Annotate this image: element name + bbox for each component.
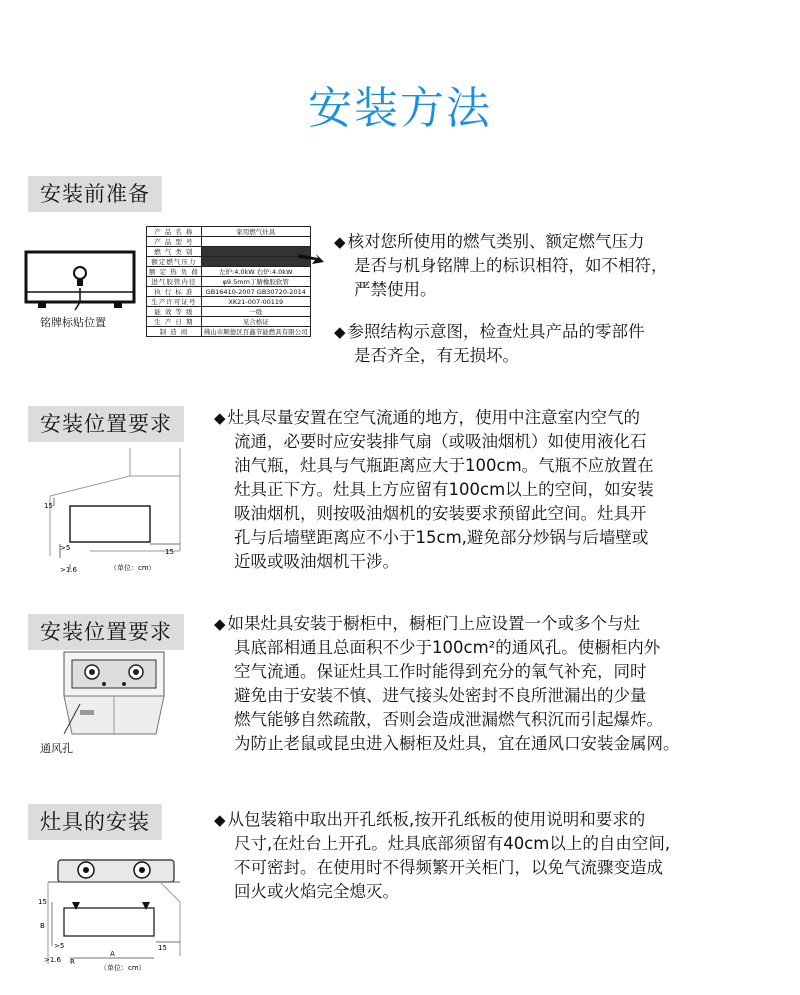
nameplate-row bbox=[147, 307, 311, 317]
dim-label: B bbox=[40, 922, 45, 930]
nameplate-row bbox=[147, 237, 311, 247]
bullet-icon: ◆ bbox=[214, 409, 226, 427]
vent-pointer bbox=[58, 700, 88, 740]
nameplate-key: 能 效 等 级 bbox=[147, 307, 202, 317]
nameplate-key: 燃 气 类 别 bbox=[147, 247, 202, 257]
dim-label: R bbox=[70, 958, 75, 966]
nameplate-key: 额定燃气压力 bbox=[147, 257, 202, 267]
nameplate-key: 额 定 热 负 荷 bbox=[147, 267, 202, 277]
nameplate-row bbox=[147, 267, 311, 277]
nameplate-key: 进气胶管内径 bbox=[147, 277, 202, 287]
location-text-1: ◆ 灶具尽量安置在空气流通的地方，使用中注意室内空气的 流通，必要时应安装排气扇（或吸油烟机）如使用液化石 油气瓶，灶具与气瓶距离应大于100cm。气瓶不应放置在 灶具正下方。灶具上方应留有100cm以上的空间，如安装 吸油烟机，则按吸油烟机的安装要求预留此空间。灶具开 孔与后墙壁距离应不小于15cm,避免部分炒锅与后墙壁或 近吸或吸油烟机干涉。 bbox=[214, 408, 654, 571]
clearance-diagram bbox=[30, 446, 200, 576]
unit-label: （单位：cm） bbox=[110, 564, 156, 572]
nameplate-value: 见合格证 bbox=[201, 317, 310, 327]
nameplate-value bbox=[201, 237, 310, 247]
section-label-location-2: 安装位置要求 bbox=[28, 614, 184, 650]
dim-label: >1.6 bbox=[60, 566, 77, 574]
section-label-preparation: 安装前准备 bbox=[28, 176, 162, 212]
nameplate-row bbox=[147, 297, 311, 307]
dim-label: 15 bbox=[38, 898, 47, 906]
nameplate-table bbox=[146, 226, 311, 337]
nameplate-value: 佛山市顺德区百鑫节能燃具有限公司 bbox=[201, 327, 310, 337]
nameplate-key: 生产许可证号 bbox=[147, 297, 202, 307]
nameplate-key: 产 品 型 号 bbox=[147, 237, 202, 247]
nameplate-row bbox=[147, 247, 311, 257]
nameplate-value: 左炉:4.0kW 右炉:4.0kW bbox=[201, 267, 310, 277]
prep-bullet-1: ◆ 核对您所使用的燃气类别、额定燃气压力 是否与机身铭牌上的标识相符，如不相符， 严禁使用。 bbox=[334, 232, 668, 299]
nameplate-row bbox=[147, 277, 311, 287]
nameplate-row bbox=[147, 227, 311, 237]
nameplate-caption: 铭牌标贴位置 bbox=[40, 316, 106, 329]
section-label-installation: 灶具的安装 bbox=[28, 804, 162, 840]
dim-label: >5 bbox=[54, 942, 65, 950]
bullet-icon: ◆ bbox=[214, 615, 226, 633]
dim-label: >5 bbox=[60, 544, 71, 552]
bullet-icon: ◆ bbox=[214, 811, 226, 829]
nameplate-value: φ9.5mm丁腈橡胶软管 bbox=[201, 277, 310, 287]
nameplate-row bbox=[147, 327, 311, 337]
installation-text: ◆ 从包装箱中取出开孔纸板,按开孔纸板的使用说明和要求的 尺寸,在灶台上开孔。灶具底部须留有40cm以上的自由空间, 不可密封。在使用时不得频繁开关柜门，以免气流骤变造成 回火或火焰完全熄灭。 bbox=[214, 810, 671, 901]
nameplate-key: 产 品 名 称 bbox=[147, 227, 202, 237]
nameplate-key: 制 造 商 bbox=[147, 327, 202, 337]
nameplate-value: 家用燃气灶具 bbox=[201, 227, 310, 237]
cutout-diagram bbox=[30, 846, 200, 974]
unit-label: （单位：cm） bbox=[100, 964, 146, 972]
nameplate-key: 执 行 标 准 bbox=[147, 287, 202, 297]
vent-caption: 通风孔 bbox=[40, 742, 73, 755]
dim-label: >1.6 bbox=[44, 956, 61, 964]
dim-label: 15 bbox=[165, 548, 174, 556]
nameplate-value: GB16410-2007 GB30720-2014 bbox=[201, 287, 310, 297]
section-label-location-1: 安装位置要求 bbox=[28, 406, 184, 442]
dim-label: 15 bbox=[44, 502, 53, 510]
pointer-arrow-icon bbox=[296, 250, 326, 268]
nameplate-value bbox=[201, 247, 310, 257]
nameplate-key: 生 产 日 期 bbox=[147, 317, 202, 327]
nameplate-value: 一级 bbox=[201, 307, 310, 317]
stove-front-illustration bbox=[20, 240, 140, 315]
page-title: 安装方法 bbox=[308, 83, 492, 134]
nameplate-value: XK21-007-00119 bbox=[201, 297, 310, 307]
dim-label: 15 bbox=[158, 944, 167, 952]
nameplate-row bbox=[147, 287, 311, 297]
bullet-icon: ◆ bbox=[334, 233, 346, 251]
nameplate-row bbox=[147, 257, 311, 267]
nameplate-row bbox=[147, 317, 311, 327]
bullet-icon: ◆ bbox=[334, 323, 346, 341]
dim-label: A bbox=[110, 950, 115, 958]
prep-bullet-2: ◆ 参照结构示意图，检查灶具产品的零部件 是否齐全，有无损坏。 bbox=[334, 322, 645, 365]
location-text-2: ◆ 如果灶具安装于橱柜中，橱柜门上应设置一个或多个与灶 具底部相通且总面积不少于100cm²的通风孔。使橱柜内外 空气流通。保证灶具工作时能得到充分的氧气补充，同时 避免由于安装不慎、进气接头处密封不良所泄漏出的少量 燃气能够自然疏散，否则会造成泄漏燃气积沉而引起爆炸。 为防止老鼠或昆虫进入橱柜及灶具，宜在通风口安装金属网。 bbox=[214, 614, 680, 753]
nameplate-value bbox=[201, 257, 310, 267]
